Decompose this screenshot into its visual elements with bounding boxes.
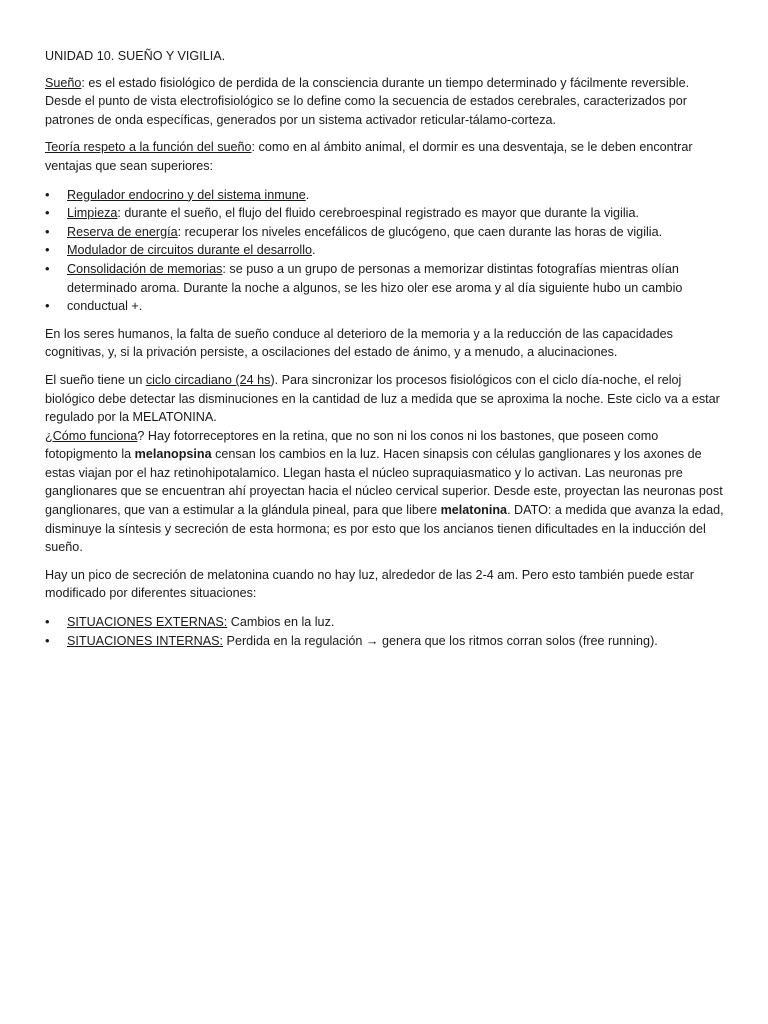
bullet-icon: • — [45, 632, 50, 648]
intro-term: Sueño — [45, 75, 82, 90]
list-item — [45, 613, 728, 632]
list-item-term: Regulador endocrino y del sistema inmune — [67, 187, 306, 202]
bullet-icon: • — [45, 223, 50, 239]
list-item-term: Modulador de circuitos durante el desarrollo — [67, 243, 313, 258]
list-item-term: Reserva de energía — [67, 224, 178, 239]
list-item-text: Perdida en la regulación → genera que los ritmos corran solos (free running). — [223, 633, 658, 648]
peak-paragraph: Hay un pico de secreción de melatonina cuando no hay luz, alrededor de las 2-4 am. Pero esto también puede estar modificado por diferentes situaciones: — [45, 567, 694, 601]
list-item — [45, 241, 728, 260]
bullet-icon: • — [45, 260, 50, 276]
intro-paragraph — [45, 74, 728, 130]
list-item-term: Consolidación de memorias — [67, 261, 223, 276]
list-item-text: conductual +. — [67, 299, 143, 314]
list-item-text: : recuperar los niveles encefálicos de glucógeno, que caen durante las horas de vigilia. — [177, 224, 663, 239]
list-item — [45, 260, 728, 297]
list-item-text: Cambios en la luz. — [227, 615, 335, 630]
functions-list — [45, 186, 728, 316]
how-paragraph — [45, 427, 728, 557]
list-item-term: SITUACIONES INTERNAS: — [67, 633, 224, 648]
list-item-text: : durante el sueño, el flujo del fluido cerebroespinal registrado es mayor que durante la vigilia. — [117, 206, 639, 221]
circadian-before: El sueño tiene un — [45, 372, 146, 387]
list-item-term: SITUACIONES EXTERNAS: — [67, 615, 228, 630]
bullet-icon: • — [45, 614, 50, 630]
bullet-icon: • — [45, 298, 50, 314]
intro-text: : es el estado fisiológico de perdida de la consciencia durante un tiempo determinado y fácilmente reversible. Desde el punto de vista electrofisiológico se lo define como la secuencia de estados cerebrales, caracterizados por patrones de onda específicas, generados por un sistema activador reticular-tálamo-corteza. — [45, 75, 690, 127]
page-title: UNIDAD 10. SUEÑO Y VIGILIA. — [45, 49, 226, 63]
list-item — [45, 297, 728, 316]
list-item — [45, 632, 728, 651]
how-text-1: ? Hay fotorreceptores en la retina, que no son ni los conos ni los bastones, que poseen como fotopigmento la — [45, 428, 659, 462]
list-item-text: . — [312, 243, 316, 258]
bullet-icon: • — [45, 205, 50, 221]
circadian-paragraph — [45, 371, 728, 427]
theory-text: : como en al ámbito animal, el dormir es una desventaja, se le deben encontrar ventajas que sean superiores: — [45, 140, 693, 173]
bullet-icon: • — [45, 242, 50, 258]
theory-paragraph — [45, 138, 728, 175]
melanopsina-term: melanopsina — [134, 447, 212, 462]
how-text-2: censan los cambios en la luz. Hacen sinapsis con células ganglionares y los axones de estas viajan por el haz retinohipotalamico. Llegan hasta el núcleo supraquiasmatico y lo activan. Las neuronas pre ganglionares que se encuentran ahí proyectan hacia el núcleo cervical superior. Desde este, proyectan las neuronas post ganglionares, que van a estimular a la glándula pineal, para que libere — [45, 447, 723, 518]
circadian-after: ). Para sincronizar los procesos fisiológicos con el ciclo día-noche, el reloj biológico debe detectar las disminuciones en la cantidad de luz a medida que se aproxima la noche. Este ciclo va a estar regulado por la MELATONINA. — [45, 372, 720, 425]
list-item — [45, 204, 728, 223]
situations-list — [45, 613, 728, 650]
list-item-text: : se puso a un grupo de personas a memorizar distintas fotografías mientras olían determinado aroma. Durante la noche a algunos, se les hizo oler ese aroma y al día siguiente hubo un cambio — [67, 261, 683, 295]
how-text-3: . DATO: a medida que avanza la edad, disminuye la síntesis y secreción de esta hormona; es por esto que los ancianos tienen dificultades en la inducción del sueño. — [45, 503, 724, 555]
how-term: ¿Cómo funciona — [45, 428, 138, 443]
list-item-text: . — [305, 187, 310, 202]
list-item — [45, 186, 728, 205]
theory-term: Teoría respeto a la función del sueño — [45, 140, 252, 155]
melatonina-term: melatonina — [440, 503, 508, 518]
list-item — [45, 223, 728, 242]
deprivation-paragraph: En los seres humanos, la falta de sueño conduce al deterioro de la memoria y a la reducción de las capacidades cognitivas, y, si la privación persiste, a oscilaciones del estado de ánimo, y a menudo, a alucinaciones. — [45, 326, 673, 360]
circadian-term: ciclo circadiano (24 hs — [145, 372, 271, 387]
list-item-term: Limpieza — [67, 206, 118, 221]
bullet-icon: • — [45, 186, 50, 202]
